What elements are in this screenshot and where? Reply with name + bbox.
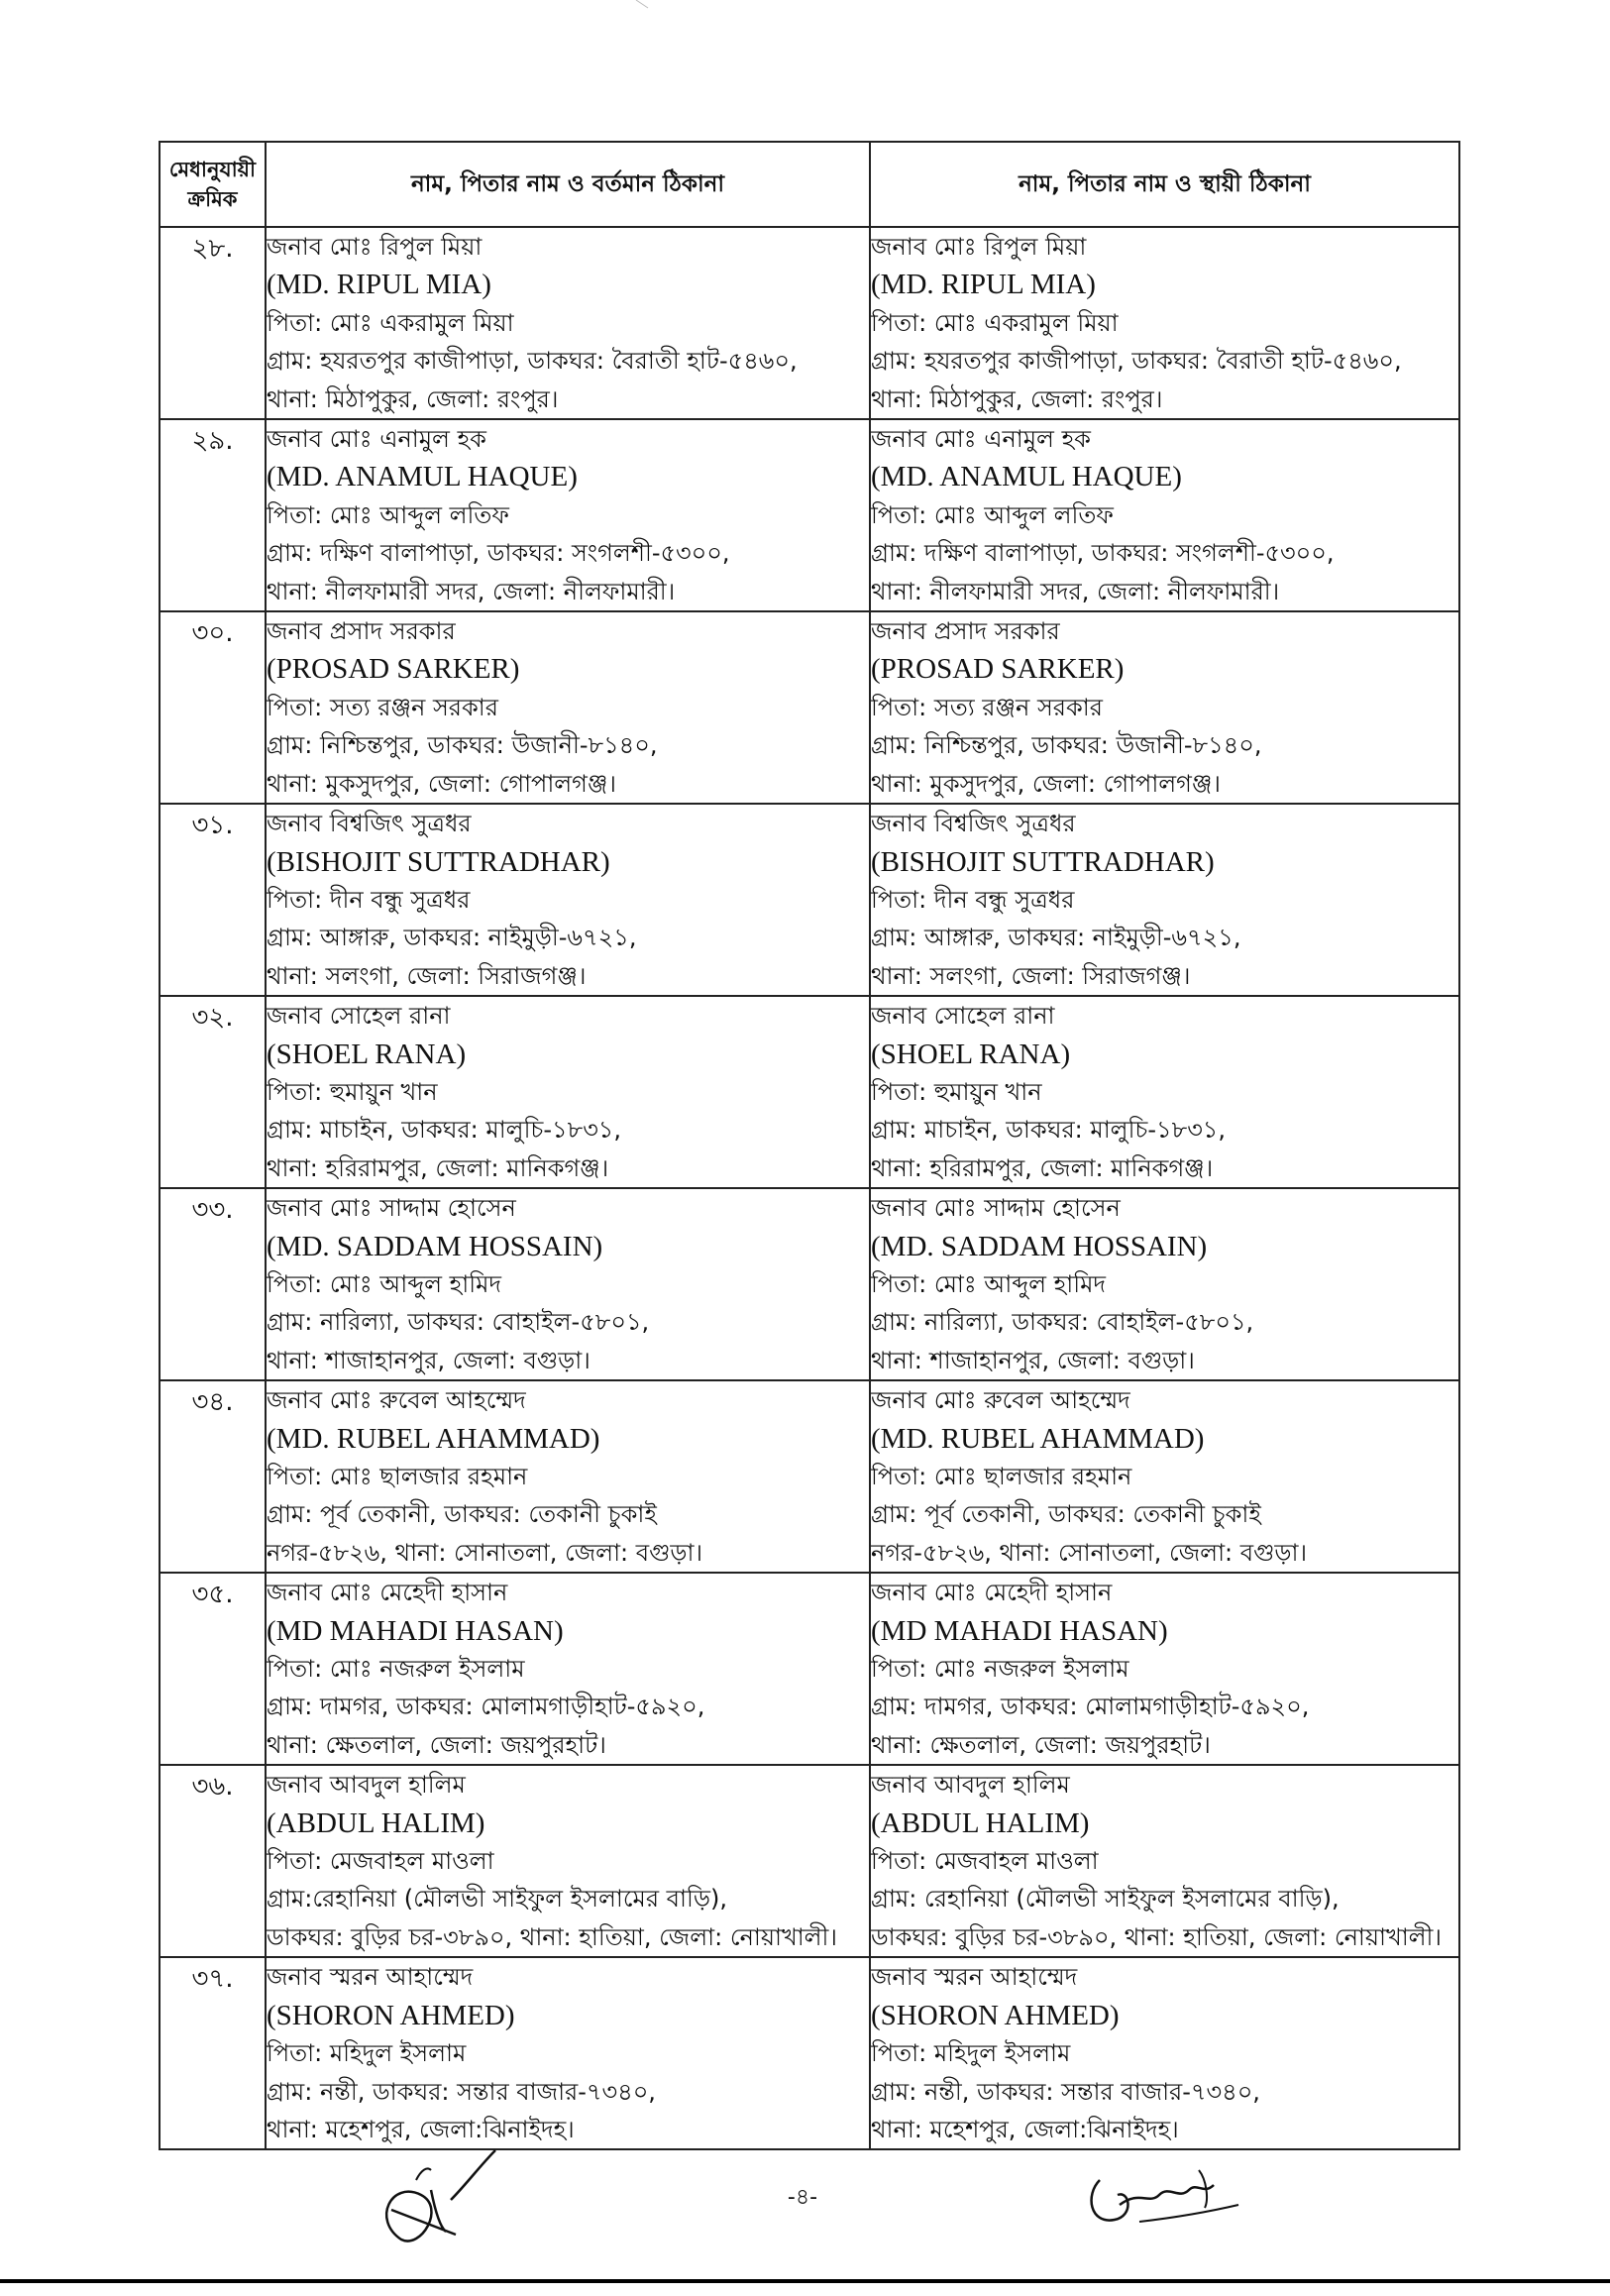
present-address-cell [266, 1573, 870, 1765]
present-address-cell [266, 611, 870, 804]
father-name: পিতা: মোঃ ছালজার রহমান [267, 1463, 528, 1490]
father-name: পিতা: মোঃ নজরুল ইসলাম [871, 1655, 1129, 1684]
address-line-2: থানা: মুকসুদপুর, জেলা: গোপালগঞ্জ। [267, 769, 616, 798]
father-name: পিতা: দীন বন্ধু সুত্রধর [871, 885, 1075, 914]
name-bn: জনাব মোঃ সাদ্দাম হোসেন [871, 1194, 1121, 1223]
father-name: পিতা: হুমায়ুন খান [871, 1077, 1042, 1106]
signature-right [1080, 2150, 1248, 2240]
row-serial: ৩৫. [160, 1573, 266, 1765]
address-line-1: গ্রাম: হযরতপুর কাজীপাড়া, ডাকঘর: বৈরাতী হাট-৫৪৬০, [871, 347, 1402, 376]
father-name: পিতা: হুমায়ুন খান [267, 1077, 438, 1106]
name-en: (ABDUL HALIM) [267, 1806, 485, 1839]
name-bn: জনাব আবদুল হালিম [267, 1771, 466, 1800]
address-line-1: গ্রাম: নিশ্চিন্তপুর, ডাকঘর: উজানী-৮১৪০, [267, 731, 658, 760]
father-name: পিতা: মহিদুল ইসলাম [871, 2039, 1071, 2068]
name-en: (SHORON AHMED) [871, 1999, 1120, 2031]
address-line-1: গ্রাম: পূর্ব তেকানী, ডাকঘর: তেকানী চুকাই [267, 1500, 657, 1529]
name-en: (MD. ANAMUL HAQUE) [267, 461, 578, 493]
father-name: পিতা: মহিদুল ইসলাম [267, 2039, 467, 2068]
table-row [160, 1188, 1459, 1380]
row-serial: ৩৬. [160, 1765, 266, 1957]
father-name: পিতা: মোঃ ছালজার রহমান [871, 1463, 1132, 1490]
address-line-2: থানা: মিঠাপুকুর, জেলা: রংপুর। [871, 384, 1163, 413]
permanent-address-cell [870, 1765, 1459, 1957]
table-row [160, 1573, 1459, 1765]
address-line-1: গ্রাম: নন্তী, ডাকঘর: সন্তার বাজার-৭৩৪০, [871, 2077, 1260, 2106]
name-en: (MD. RUBEL AHAMMAD) [871, 1422, 1205, 1455]
table-header-row [160, 142, 1459, 227]
father-name: পিতা: মোঃ একরামুল মিয়া [871, 308, 1119, 337]
present-address-cell [266, 1957, 870, 2149]
table-row [160, 1765, 1459, 1957]
name-bn: জনাব মোঃ রিপুল মিয়া [267, 233, 483, 261]
table-row [160, 804, 1459, 996]
present-address-cell [266, 1765, 870, 1957]
table-row [160, 996, 1459, 1188]
father-name: পিতা: মোঃ নজরুল ইসলাম [267, 1655, 525, 1684]
name-en: (MD. SADDAM HOSSAIN) [267, 1230, 603, 1262]
name-bn: জনাব স্মরন আহাম্মেদ [267, 1963, 474, 1992]
present-address-cell [266, 804, 870, 996]
scan-mark [634, 0, 652, 10]
address-line-2: থানা: সলংগা, জেলা: সিরাজগঞ্জ। [871, 961, 1191, 990]
permanent-address-cell [870, 1957, 1459, 2149]
table-row [160, 227, 1459, 419]
address-line-1: গ্রাম: মাচাইন, ডাকঘর: মালুচি-১৮৩১, [267, 1116, 621, 1145]
address-line-1: গ্রাম: নারিল্যা, ডাকঘর: বোহাইল-৫৮০১, [267, 1308, 650, 1337]
header-serial: মেধানুযায়ী ক্রমিক [160, 142, 266, 227]
address-line-2: থানা: মহেশপুর, জেলা:ঝিনাইদহ। [267, 2115, 575, 2143]
address-line-1: গ্রাম: নিশ্চিন্তপুর, ডাকঘর: উজানী-৮১৪০, [871, 731, 1262, 760]
present-address-cell [266, 1380, 870, 1573]
row-serial: ৩৩. [160, 1188, 266, 1380]
address-line-1: গ্রাম:রেহানিয়া (মৌলভী সাইফুল ইসলামের বাড়ি), [267, 1885, 727, 1913]
table-body [160, 227, 1459, 2149]
father-name: পিতা: মেজবাহল মাওলা [267, 1847, 494, 1876]
name-en: (MD. RIPUL MIA) [871, 269, 1096, 301]
address-line-2: থানা: শাজাহানপুর, জেলা: বগুড়া। [267, 1346, 590, 1374]
address-line-2: থানা: নীলফামারী সদর, জেলা: নীলফামারী। [871, 577, 1280, 605]
address-line-2: থানা: ক্ষেতলাল, জেলা: জয়পুরহাট। [871, 1730, 1211, 1759]
name-bn: জনাব প্রসাদ সরকার [267, 617, 456, 646]
address-line-2: থানা: মিঠাপুকুর, জেলা: রংপুর। [267, 384, 559, 413]
table-row [160, 419, 1459, 611]
father-name: পিতা: মোঃ আব্দুল লতিফ [871, 500, 1114, 529]
present-address-cell [266, 1188, 870, 1380]
address-line-2: থানা: শাজাহানপুর, জেলা: বগুড়া। [871, 1346, 1195, 1374]
name-en: (MD MAHADI HASAN) [871, 1614, 1168, 1647]
name-bn: জনাব মোঃ সাদ্দাম হোসেন [267, 1194, 516, 1223]
address-line-1: গ্রাম: মাচাইন, ডাকঘর: মালুচি-১৮৩১, [871, 1116, 1226, 1145]
father-name: পিতা: দীন বন্ধু সুত্রধর [267, 885, 471, 914]
name-bn: জনাব স্মরন আহাম্মেদ [871, 1963, 1078, 1992]
address-line-2: থানা: ক্ষেতলাল, জেলা: জয়পুরহাট। [267, 1730, 606, 1759]
present-address-cell [266, 996, 870, 1188]
name-bn: জনাব মোঃ রুবেল আহম্মেদ [267, 1386, 526, 1415]
name-en: (MD. SADDAM HOSSAIN) [871, 1230, 1208, 1262]
row-serial: ২৮. [160, 227, 266, 419]
father-name: পিতা: মোঃ একরামুল মিয়া [267, 308, 514, 337]
name-en: (BISHOJIT SUTTRADHAR) [871, 845, 1215, 878]
name-en: (MD. RUBEL AHAMMAD) [267, 1422, 600, 1455]
candidate-table [159, 141, 1460, 2150]
bottom-rule [0, 2279, 1610, 2283]
row-serial: ২৯. [160, 419, 266, 611]
father-name: পিতা: মোঃ আব্দুল হামিদ [871, 1269, 1107, 1298]
father-name: পিতা: মেজবাহল মাওলা [871, 1847, 1099, 1876]
row-serial: ৩২. [160, 996, 266, 1188]
father-name: পিতা: সত্য রঞ্জন সরকার [267, 693, 498, 721]
name-en: (MD MAHADI HASAN) [267, 1614, 564, 1647]
name-en: (MD. RIPUL MIA) [267, 269, 491, 301]
address-line-2: নগর-৫৮২৬, থানা: সোনাতলা, জেলা: বগুড়া। [871, 1538, 1308, 1567]
row-serial: ৩১. [160, 804, 266, 996]
header-present-address: নাম, পিতার নাম ও বর্তমান ঠিকানা [266, 142, 870, 227]
permanent-address-cell [870, 1380, 1459, 1573]
signature-left [362, 2140, 510, 2259]
address-line-1: গ্রাম: দক্ষিণ বালাপাড়া, ডাকঘর: সংগলশী-৫৩০০, [871, 539, 1335, 568]
permanent-address-cell [870, 227, 1459, 419]
name-en: (PROSAD SARKER) [267, 653, 520, 686]
address-line-2: নগর-৫৮২৬, থানা: সোনাতলা, জেলা: বগুড়া। [267, 1538, 703, 1567]
address-line-1: গ্রাম: রেহানিয়া (মৌলভী সাইফুল ইসলামের বাড়ি), [871, 1885, 1340, 1913]
address-line-1: গ্রাম: দামগর, ডাকঘর: মোলামগাড়ীহাট-৫৯২০, [267, 1693, 705, 1721]
name-en: (SHOEL RANA) [871, 1038, 1071, 1070]
name-bn: জনাব মোঃ এনামুল হক [267, 425, 486, 454]
address-line-2: থানা: নীলফামারী সদর, জেলা: নীলফামারী। [267, 577, 676, 605]
name-bn: জনাব মোঃ এনামুল হক [871, 425, 1091, 454]
present-address-cell [266, 419, 870, 611]
address-line-2: থানা: মহেশপুর, জেলা:ঝিনাইদহ। [871, 2115, 1179, 2143]
permanent-address-cell [870, 804, 1459, 996]
name-bn: জনাব বিশ্বজিৎ সুত্রধর [871, 810, 1076, 838]
page-number: -৪- [787, 2185, 818, 2210]
table-row [160, 1957, 1459, 2149]
name-bn: জনাব মোঃ মেহেদী হাসান [267, 1579, 508, 1607]
address-line-2: থানা: হরিরামপুর, জেলা: মানিকগঞ্জ। [267, 1153, 609, 1182]
permanent-address-cell [870, 996, 1459, 1188]
address-line-1: গ্রাম: পূর্ব তেকানী, ডাকঘর: তেকানী চুকাই [871, 1500, 1261, 1529]
permanent-address-cell [870, 1188, 1459, 1380]
name-bn: জনাব মোঃ রিপুল মিয়া [871, 233, 1087, 261]
father-name: পিতা: সত্য রঞ্জন সরকার [871, 693, 1103, 721]
name-bn: জনাব বিশ্বজিৎ সুত্রধর [267, 810, 472, 838]
address-line-1: গ্রাম: দক্ষিণ বালাপাড়া, ডাকঘর: সংগলশী-৫৩০০, [267, 539, 730, 568]
row-serial: ৩৭. [160, 1957, 266, 2149]
name-en: (BISHOJIT SUTTRADHAR) [267, 845, 610, 878]
address-line-1: গ্রাম: হযরতপুর কাজীপাড়া, ডাকঘর: বৈরাতী হাট-৫৪৬০, [267, 347, 798, 376]
address-line-1: গ্রাম: নারিল্যা, ডাকঘর: বোহাইল-৫৮০১, [871, 1308, 1254, 1337]
name-bn: জনাব মোঃ মেহেদী হাসান [871, 1579, 1113, 1607]
permanent-address-cell [870, 419, 1459, 611]
permanent-address-cell [870, 1573, 1459, 1765]
name-bn: জনাব প্রসাদ সরকার [871, 617, 1060, 646]
name-en: (SHOEL RANA) [267, 1038, 467, 1070]
name-bn: জনাব সোহেল রানা [267, 1002, 451, 1031]
address-line-2: থানা: হরিরামপুর, জেলা: মানিকগঞ্জ। [871, 1153, 1214, 1182]
name-bn: জনাব সোহেল রানা [871, 1002, 1055, 1031]
header-permanent-address: নাম, পিতার নাম ও স্থায়ী ঠিকানা [870, 142, 1459, 227]
address-line-1: গ্রাম: আঙ্গারু, ডাকঘর: নাইমুড়ী-৬৭২১, [871, 924, 1241, 952]
address-line-2: থানা: মুকসুদপুর, জেলা: গোপালগঞ্জ। [871, 769, 1221, 798]
table-row [160, 1380, 1459, 1573]
row-serial: ৩৪. [160, 1380, 266, 1573]
table-row [160, 611, 1459, 804]
present-address-cell [266, 227, 870, 419]
row-serial: ৩০. [160, 611, 266, 804]
name-en: (PROSAD SARKER) [871, 653, 1125, 686]
name-en: (MD. ANAMUL HAQUE) [871, 461, 1182, 493]
name-bn: জনাব মোঃ রুবেল আহম্মেদ [871, 1386, 1130, 1415]
father-name: পিতা: মোঃ আব্দুল হামিদ [267, 1269, 502, 1298]
address-line-2: থানা: সলংগা, জেলা: সিরাজগঞ্জ। [267, 961, 587, 990]
address-line-2: ডাকঘর: বুড়ির চর-৩৮৯০, থানা: হাতিয়া, জেলা: নোয়াখালী। [267, 1922, 838, 1951]
name-en: (ABDUL HALIM) [871, 1806, 1090, 1839]
address-line-2: ডাকঘর: বুড়ির চর-৩৮৯০, থানা: হাতিয়া, জেলা: নোয়াখালী। [871, 1922, 1443, 1951]
address-line-1: গ্রাম: আঙ্গারু, ডাকঘর: নাইমুড়ী-৬৭২১, [267, 924, 637, 952]
address-line-1: গ্রাম: নন্তী, ডাকঘর: সন্তার বাজার-৭৩৪০, [267, 2077, 656, 2106]
name-bn: জনাব আবদুল হালিম [871, 1771, 1070, 1800]
permanent-address-cell [870, 611, 1459, 804]
name-en: (SHORON AHMED) [267, 1999, 515, 2031]
father-name: পিতা: মোঃ আব্দুল লতিফ [267, 500, 509, 529]
address-line-1: গ্রাম: দামগর, ডাকঘর: মোলামগাড়ীহাট-৫৯২০, [871, 1693, 1310, 1721]
